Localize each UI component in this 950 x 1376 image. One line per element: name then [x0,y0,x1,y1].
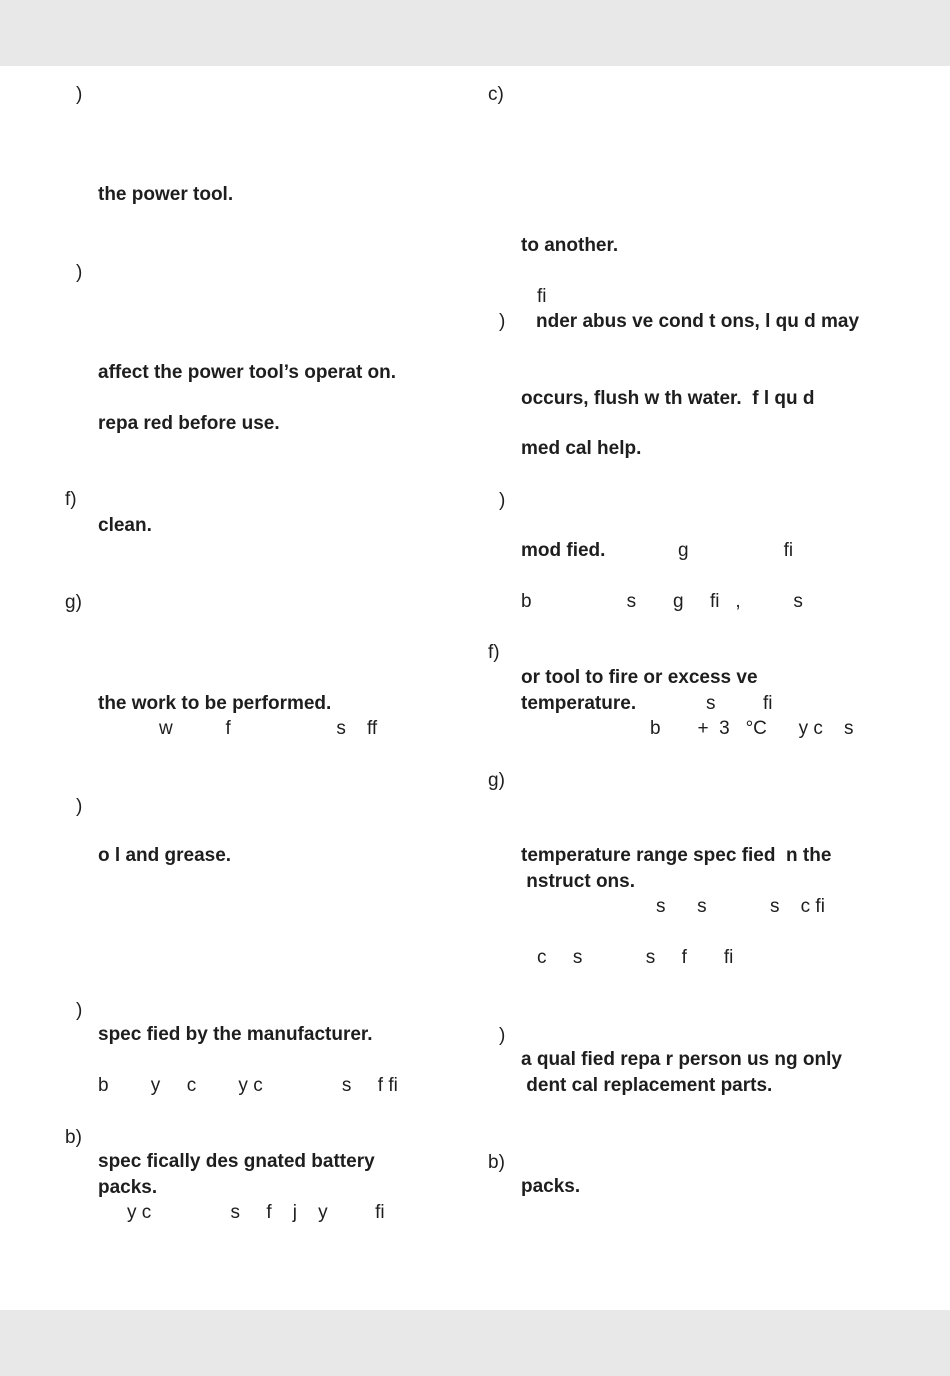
right-column-text-line: g fi [678,540,794,561]
left-column-text-line: b y c y c s f fi [98,1075,398,1096]
right-column-text-line: mod fied. [521,540,606,561]
right-column-text-line: ) [499,1025,506,1046]
left-column-text-line: b) [65,1127,82,1148]
left-column-text-line: w f s ff [159,718,378,739]
top-margin-band [0,0,950,66]
right-column-text-line: b) [488,1152,505,1173]
right-column-text-line: temperature. [521,693,637,714]
right-column-text-line: f) [488,642,500,663]
right-column-text-line: packs. [521,1176,581,1197]
left-column-text-line: ) [76,796,83,817]
right-column-text-line: b + 3 °C y c s [650,718,854,739]
left-column-text-line: affect the power tool’s operat on. [98,362,397,383]
left-column-text-line: ) [76,84,83,105]
left-column-text-line: repa red before use. [98,413,280,434]
right-column-text-line: ) [499,490,506,511]
left-column-text-line: the power tool. [98,184,234,205]
right-column-text-line: temperature range spec fied n the [521,845,832,866]
left-column-text-line: ) [76,1000,83,1021]
right-column-text-line: b s g fi , s [521,591,803,612]
right-column-text-line: or tool to fire or excess ve [521,667,758,688]
right-column-text-line: fi [537,286,547,307]
left-column-text-line: g) [65,592,82,613]
right-column-text-line: dent cal replacement parts. [521,1075,773,1096]
right-column-text-line: med cal help. [521,438,642,459]
left-column-text-line: y c s f j y fi [127,1202,385,1223]
left-column-text-line: spec fied by the manufacturer. [98,1024,373,1045]
right-column-text-line: nstruct ons. [521,871,636,892]
right-column-text-line: g) [488,770,505,791]
right-column-text-line: to another. [521,235,619,256]
left-column-text-line: f) [65,489,77,510]
right-column-text-line: s fi [706,693,773,714]
left-column-text-line: packs. [98,1177,158,1198]
right-column-text-line: occurs, flush w th water. f l qu d [521,388,815,409]
right-column-text-line: c s s f fi [537,947,734,968]
left-column-text-line: ) [76,262,83,283]
right-column-text-line: a qual fied repa r person us ng only [521,1049,842,1070]
right-column-text-line: s s s c fi [656,896,825,917]
bottom-margin-band [0,1310,950,1376]
left-column-text-line: clean. [98,515,152,536]
left-column-text-line: the work to be performed. [98,693,332,714]
right-column-text-line: nder abus ve cond t ons, l qu d may [536,311,860,332]
right-column-text-line: ) [499,311,506,332]
left-column-text-line: o l and grease. [98,845,232,866]
right-column-text-line: c) [488,84,504,105]
left-column-text-line: spec fically des gnated battery [98,1151,375,1172]
